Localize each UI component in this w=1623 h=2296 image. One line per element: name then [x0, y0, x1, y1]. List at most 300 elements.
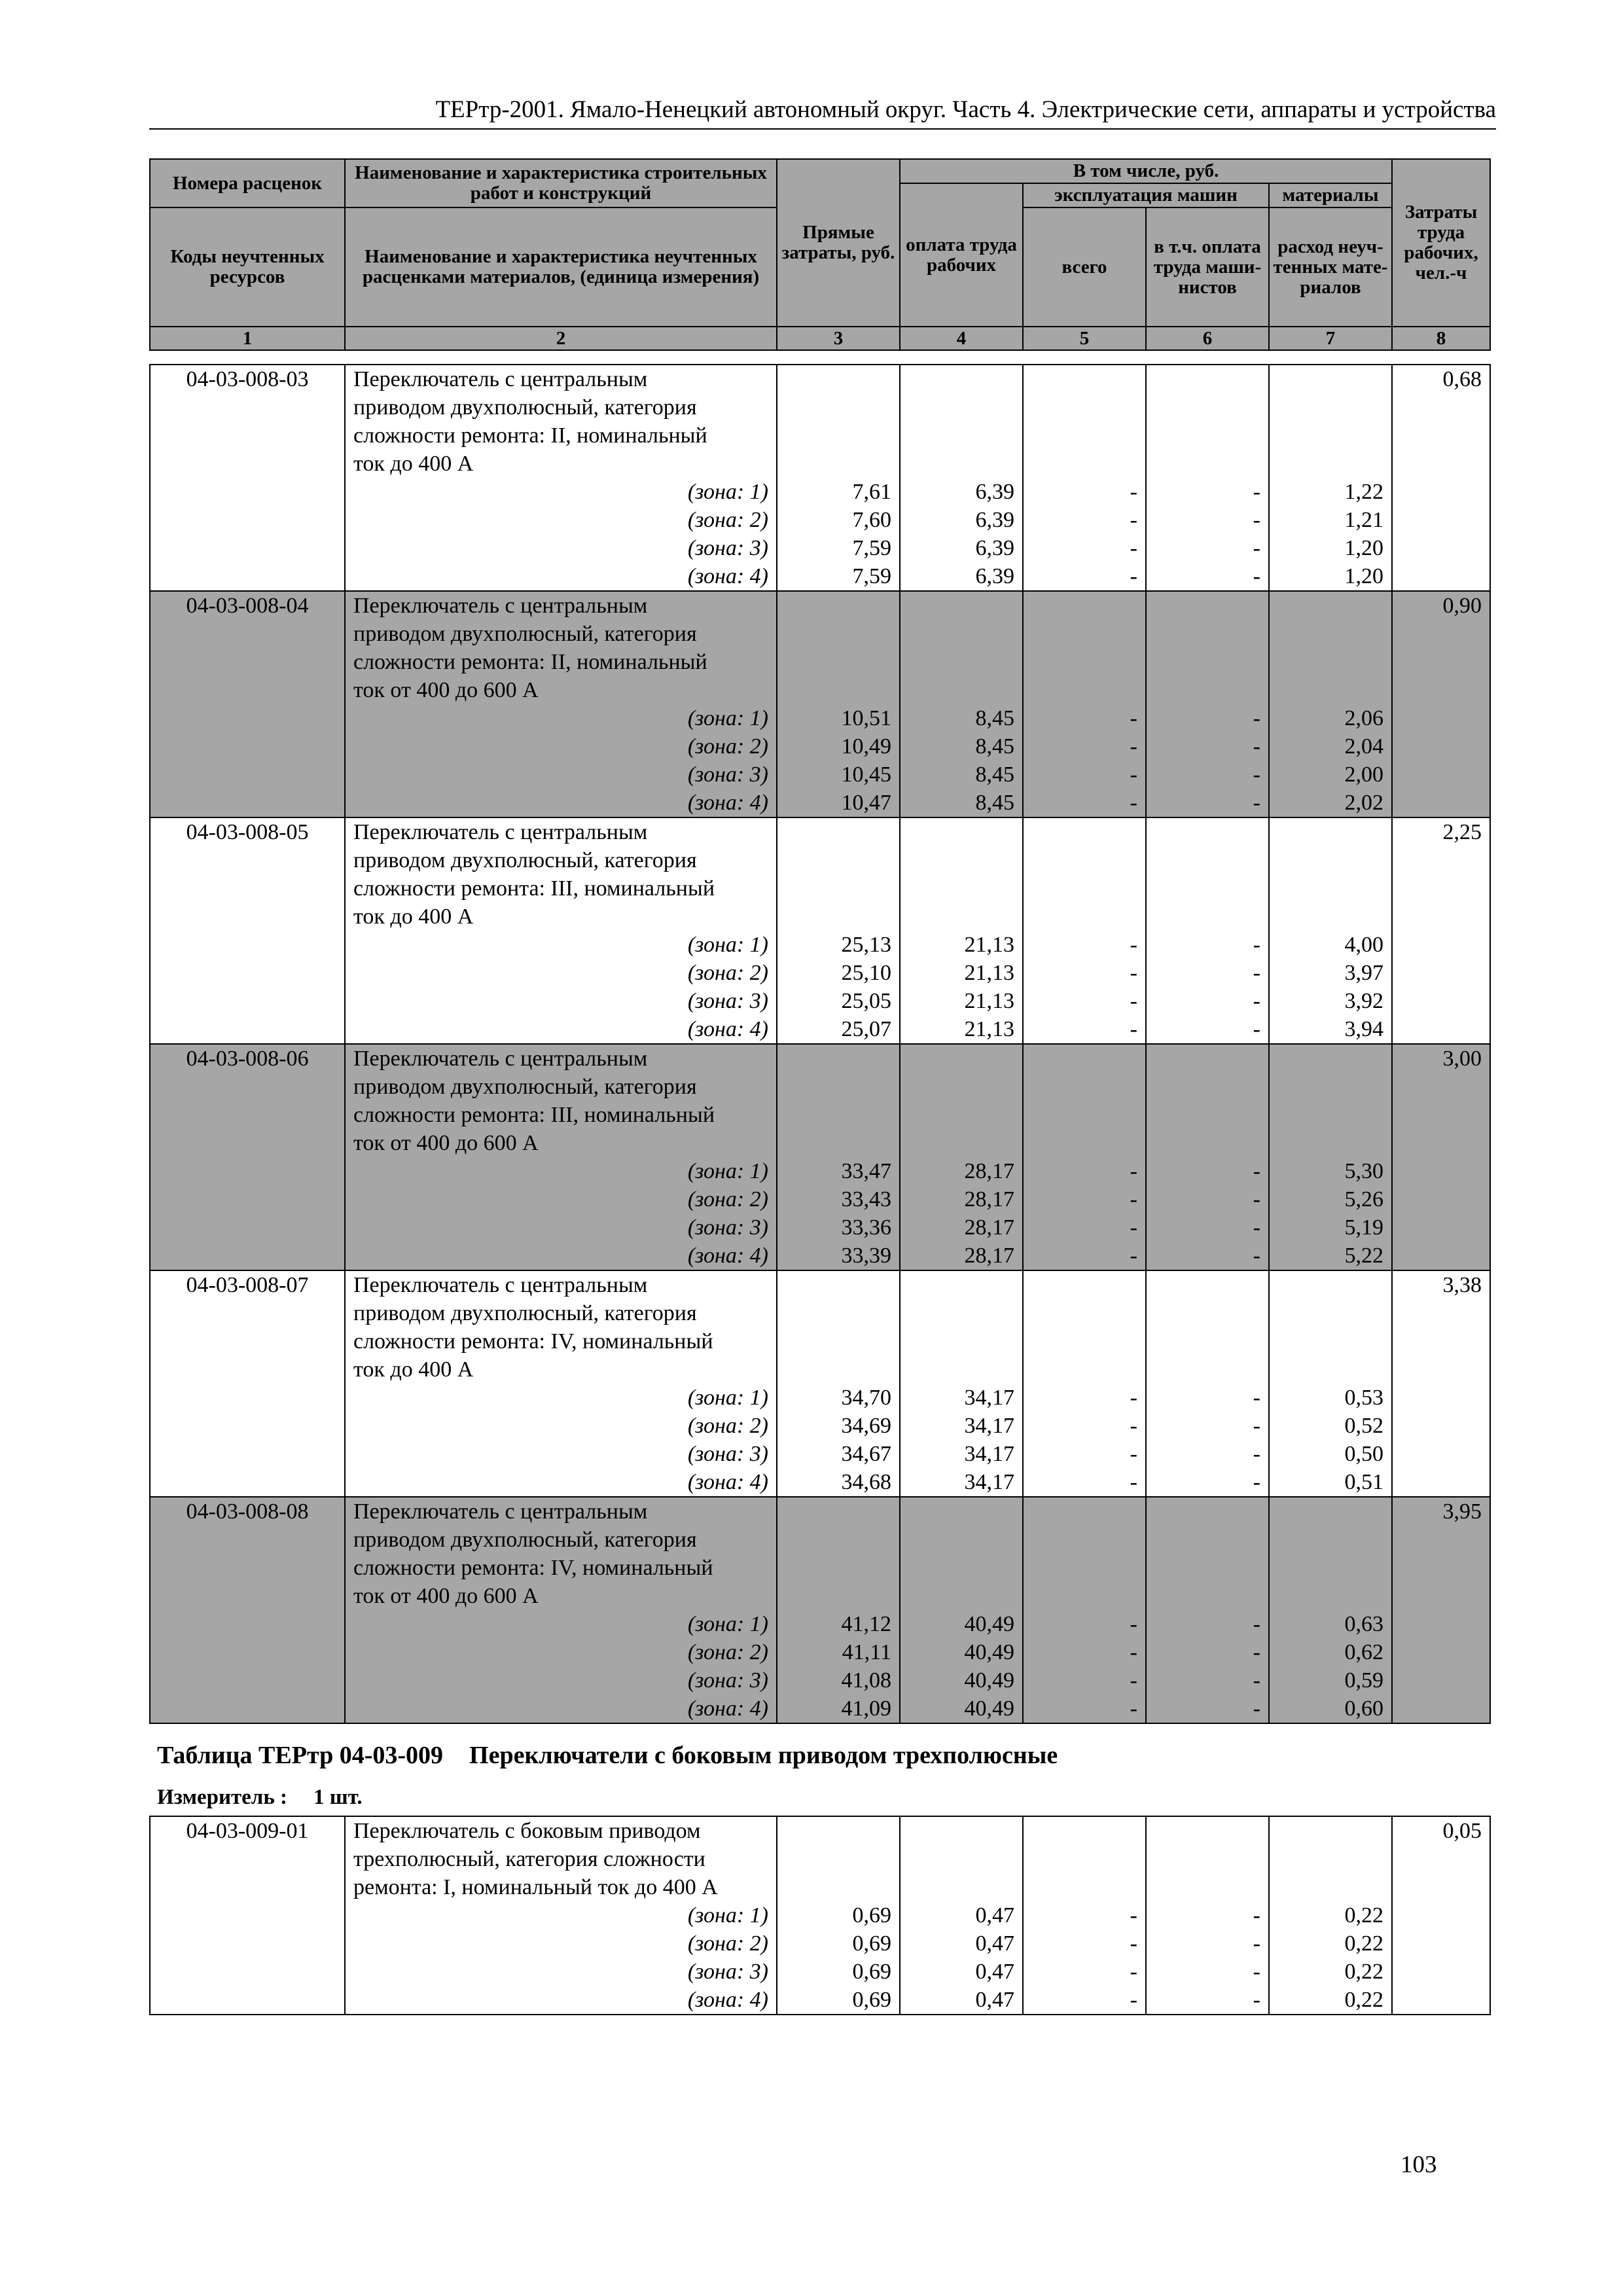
machinist-wage: -: [1146, 478, 1269, 506]
wage-cost: 40,49: [900, 1610, 1023, 1638]
empty-cell: [1392, 704, 1490, 732]
machines-cost: -: [1023, 1929, 1146, 1958]
header-resource-codes: Коды неучтенных ресурсов: [150, 207, 345, 327]
empty-cell: [150, 931, 345, 959]
empty-cell: [1146, 1129, 1269, 1157]
rate-description: приводом двухполюсный, категория: [345, 1299, 777, 1327]
empty-cell: [1146, 620, 1269, 648]
rate-description: Переключатель с центральным: [345, 1497, 777, 1526]
header-direct-costs: Прямые затраты, руб.: [777, 159, 900, 327]
table-caption-title: Переключатели с боковым приводом трехполюсные: [469, 1742, 1058, 1769]
empty-cell: [1392, 562, 1490, 591]
machines-cost: -: [1023, 959, 1146, 987]
wage-cost: 8,45: [900, 761, 1023, 789]
header-wage: оплата труда рабочих: [900, 183, 1023, 327]
empty-cell: [777, 1554, 900, 1582]
rate-description-row: [150, 874, 1490, 903]
empty-cell: [900, 1129, 1023, 1157]
rate-description-row: [150, 1299, 1490, 1327]
empty-cell: [1023, 1270, 1146, 1299]
wage-cost: 40,49: [900, 1638, 1023, 1666]
labor-value: 3,95: [1392, 1497, 1490, 1526]
materials-cost: 2,06: [1269, 704, 1392, 732]
machines-cost: -: [1023, 562, 1146, 591]
labor-value: 0,05: [1392, 1816, 1490, 1845]
empty-cell: [777, 393, 900, 422]
col-num: 6: [1146, 327, 1269, 350]
materials-cost: 0,60: [1269, 1695, 1392, 1723]
empty-cell: [900, 1526, 1023, 1554]
empty-cell: [1146, 903, 1269, 931]
wage-cost: 28,17: [900, 1157, 1023, 1185]
direct-cost: 33,36: [777, 1213, 900, 1242]
empty-cell: [150, 450, 345, 478]
zone-row: [150, 1213, 1490, 1242]
machinist-wage: -: [1146, 931, 1269, 959]
rate-description-row: [150, 1497, 1490, 1526]
machines-cost: -: [1023, 1638, 1146, 1666]
zone-row: [150, 789, 1490, 817]
empty-cell: [1146, 450, 1269, 478]
zone-row: [150, 1695, 1490, 1723]
wage-cost: 6,39: [900, 562, 1023, 591]
wage-cost: 40,49: [900, 1695, 1023, 1723]
empty-cell: [777, 422, 900, 450]
materials-cost: 1,21: [1269, 506, 1392, 534]
machines-cost: -: [1023, 1901, 1146, 1929]
direct-cost: 25,05: [777, 987, 900, 1015]
empty-cell: [777, 1497, 900, 1526]
empty-cell: [1392, 1440, 1490, 1468]
zone-row: [150, 478, 1490, 506]
empty-cell: [150, 478, 345, 506]
wage-cost: 34,17: [900, 1384, 1023, 1412]
empty-cell: [1269, 450, 1392, 478]
materials-cost: 1,20: [1269, 534, 1392, 562]
wage-cost: 8,45: [900, 789, 1023, 817]
empty-cell: [1392, 1986, 1490, 2015]
materials-cost: 2,04: [1269, 732, 1392, 761]
col-num: 7: [1269, 327, 1392, 350]
empty-cell: [1146, 1582, 1269, 1610]
empty-cell: [1146, 1101, 1269, 1129]
empty-cell: [1146, 846, 1269, 874]
machinist-wage: -: [1146, 987, 1269, 1015]
empty-cell: [1392, 648, 1490, 676]
rate-code: 04-03-008-08: [150, 1497, 345, 1526]
rates-table: [149, 364, 1491, 1724]
machines-cost: -: [1023, 704, 1146, 732]
empty-cell: [900, 450, 1023, 478]
table-header: [149, 158, 1491, 351]
empty-cell: [1146, 1554, 1269, 1582]
empty-cell: [150, 761, 345, 789]
materials-cost: 5,26: [1269, 1185, 1392, 1213]
zone-label: (зона: 4): [345, 1695, 777, 1723]
empty-cell: [150, 704, 345, 732]
empty-cell: [900, 1582, 1023, 1610]
zone-row: [150, 1440, 1490, 1468]
empty-cell: [900, 1497, 1023, 1526]
empty-cell: [150, 1958, 345, 1986]
zone-label: (зона: 4): [345, 1242, 777, 1270]
empty-cell: [150, 393, 345, 422]
machinist-wage: -: [1146, 789, 1269, 817]
empty-cell: [777, 620, 900, 648]
rate-description: ток до 400 А: [345, 450, 777, 478]
empty-cell: [1146, 591, 1269, 620]
rate-description-row: [150, 393, 1490, 422]
col-num: 1: [150, 327, 345, 350]
zone-row: [150, 1157, 1490, 1185]
wage-cost: 21,13: [900, 1015, 1023, 1044]
empty-cell: [1269, 648, 1392, 676]
rate-description-row: [150, 1044, 1490, 1073]
materials-cost: 2,00: [1269, 761, 1392, 789]
zone-row: [150, 1610, 1490, 1638]
machines-cost: -: [1023, 987, 1146, 1015]
materials-cost: 0,22: [1269, 1929, 1392, 1958]
empty-cell: [1392, 1073, 1490, 1101]
empty-cell: [777, 1526, 900, 1554]
empty-cell: [1269, 1497, 1392, 1526]
empty-cell: [1269, 1845, 1392, 1873]
machines-cost: -: [1023, 1412, 1146, 1440]
machinist-wage: -: [1146, 1384, 1269, 1412]
empty-cell: [1392, 1929, 1490, 1958]
empty-cell: [150, 1610, 345, 1638]
materials-cost: 0,22: [1269, 1958, 1392, 1986]
header-including: В том числе, руб.: [900, 159, 1392, 183]
materials-cost: 5,19: [1269, 1213, 1392, 1242]
rate-description: трехполюсный, категория сложности: [345, 1845, 777, 1873]
rate-description-row: [150, 1073, 1490, 1101]
empty-cell: [900, 422, 1023, 450]
rate-description-row: [150, 1327, 1490, 1355]
machinist-wage: -: [1146, 562, 1269, 591]
empty-cell: [1023, 1526, 1146, 1554]
empty-cell: [1392, 1213, 1490, 1242]
empty-cell: [1392, 987, 1490, 1015]
zone-row: [150, 1929, 1490, 1958]
empty-cell: [1269, 846, 1392, 874]
materials-cost: 0,63: [1269, 1610, 1392, 1638]
empty-cell: [1269, 1270, 1392, 1299]
materials-cost: 4,00: [1269, 931, 1392, 959]
direct-cost: 7,60: [777, 506, 900, 534]
measure-line: [157, 1785, 363, 1810]
empty-cell: [777, 1816, 900, 1845]
machines-cost: -: [1023, 732, 1146, 761]
direct-cost: 0,69: [777, 1958, 900, 1986]
empty-cell: [1269, 1554, 1392, 1582]
zone-label: (зона: 3): [345, 761, 777, 789]
empty-cell: [1023, 903, 1146, 931]
direct-cost: 10,47: [777, 789, 900, 817]
direct-cost: 34,67: [777, 1440, 900, 1468]
empty-cell: [900, 1355, 1023, 1384]
empty-cell: [1392, 506, 1490, 534]
empty-cell: [1392, 1015, 1490, 1044]
rate-description: сложности ремонта: II, номинальный: [345, 422, 777, 450]
rate-description: приводом двухполюсный, категория: [345, 393, 777, 422]
wage-cost: 8,45: [900, 704, 1023, 732]
machines-cost: -: [1023, 1666, 1146, 1695]
empty-cell: [1146, 1299, 1269, 1327]
empty-cell: [1392, 620, 1490, 648]
zone-label: (зона: 4): [345, 562, 777, 591]
empty-cell: [1023, 1044, 1146, 1073]
empty-cell: [900, 1101, 1023, 1129]
zone-label: (зона: 1): [345, 1384, 777, 1412]
machines-cost: -: [1023, 1958, 1146, 1986]
empty-cell: [777, 1270, 900, 1299]
empty-cell: [1146, 393, 1269, 422]
machinist-wage: -: [1146, 1666, 1269, 1695]
empty-cell: [150, 620, 345, 648]
direct-cost: 0,69: [777, 1986, 900, 2015]
machines-cost: -: [1023, 1185, 1146, 1213]
zone-label: (зона: 2): [345, 959, 777, 987]
empty-cell: [1392, 393, 1490, 422]
rate-description: приводом двухполюсный, категория: [345, 1073, 777, 1101]
col-num: 8: [1392, 327, 1490, 350]
rate-description-row: [150, 817, 1490, 846]
wage-cost: 40,49: [900, 1666, 1023, 1695]
zone-label: (зона: 2): [345, 732, 777, 761]
empty-cell: [1392, 1412, 1490, 1440]
zone-label: (зона: 4): [345, 1015, 777, 1044]
direct-cost: 41,11: [777, 1638, 900, 1666]
zone-label: (зона: 1): [345, 931, 777, 959]
empty-cell: [1269, 903, 1392, 931]
empty-cell: [777, 903, 900, 931]
direct-cost: 41,08: [777, 1666, 900, 1695]
materials-cost: 0,62: [1269, 1638, 1392, 1666]
empty-cell: [1269, 393, 1392, 422]
rate-description: сложности ремонта: II, номинальный: [345, 648, 777, 676]
empty-cell: [900, 676, 1023, 704]
empty-cell: [1392, 1327, 1490, 1355]
empty-cell: [150, 1554, 345, 1582]
empty-cell: [150, 1213, 345, 1242]
empty-cell: [1269, 1582, 1392, 1610]
empty-cell: [150, 1412, 345, 1440]
empty-cell: [1269, 1327, 1392, 1355]
machines-cost: -: [1023, 1468, 1146, 1497]
empty-cell: [1269, 1044, 1392, 1073]
empty-cell: [1269, 874, 1392, 903]
col-num: 4: [900, 327, 1023, 350]
empty-cell: [1392, 1695, 1490, 1723]
machinist-wage: -: [1146, 534, 1269, 562]
empty-cell: [1023, 393, 1146, 422]
empty-cell: [1392, 789, 1490, 817]
empty-cell: [1146, 1327, 1269, 1355]
header-machines: эксплуатация машин: [1023, 183, 1269, 207]
empty-cell: [1392, 1554, 1490, 1582]
wage-cost: 21,13: [900, 931, 1023, 959]
zone-label: (зона: 3): [345, 1666, 777, 1695]
empty-cell: [1392, 1610, 1490, 1638]
rate-description-row: [150, 450, 1490, 478]
empty-cell: [1023, 620, 1146, 648]
empty-cell: [1023, 648, 1146, 676]
zone-label: (зона: 1): [345, 1610, 777, 1638]
empty-cell: [1146, 1355, 1269, 1384]
zone-label: (зона: 3): [345, 1213, 777, 1242]
empty-cell: [150, 676, 345, 704]
materials-cost: 0,59: [1269, 1666, 1392, 1695]
zone-label: (зона: 3): [345, 987, 777, 1015]
empty-cell: [1146, 1873, 1269, 1901]
machinist-wage: -: [1146, 1242, 1269, 1270]
empty-cell: [150, 1101, 345, 1129]
empty-cell: [150, 1129, 345, 1157]
empty-cell: [150, 1638, 345, 1666]
zone-row: [150, 732, 1490, 761]
rate-description-row: [150, 1101, 1490, 1129]
empty-cell: [150, 1242, 345, 1270]
header-resource-names: Наименование и характеристика неучтенных расценками материалов, (единица измерения): [345, 207, 777, 327]
wage-cost: 6,39: [900, 478, 1023, 506]
rate-description: Переключатель с центральным: [345, 1044, 777, 1073]
empty-cell: [1146, 1044, 1269, 1073]
machines-cost: -: [1023, 1015, 1146, 1044]
empty-cell: [1392, 1129, 1490, 1157]
empty-cell: [1269, 1073, 1392, 1101]
zone-row: [150, 1986, 1490, 2015]
machinist-wage: -: [1146, 959, 1269, 987]
empty-cell: [1392, 422, 1490, 450]
col-num: 2: [345, 327, 777, 350]
empty-cell: [150, 1355, 345, 1384]
empty-cell: [777, 1129, 900, 1157]
zone-label: (зона: 1): [345, 1901, 777, 1929]
direct-cost: 10,45: [777, 761, 900, 789]
empty-cell: [1023, 846, 1146, 874]
rate-description: ток от 400 до 600 А: [345, 676, 777, 704]
machinist-wage: -: [1146, 1412, 1269, 1440]
header-work-name: Наименование и характеристика строительных работ и конструкций: [345, 159, 777, 207]
empty-cell: [150, 959, 345, 987]
wage-cost: 0,47: [900, 1901, 1023, 1929]
col-num: 3: [777, 327, 900, 350]
machines-cost: -: [1023, 1157, 1146, 1185]
zone-row: [150, 1412, 1490, 1440]
machinist-wage: -: [1146, 732, 1269, 761]
rate-description-row: [150, 846, 1490, 874]
empty-cell: [777, 817, 900, 846]
empty-cell: [150, 1384, 345, 1412]
rate-description: ток до 400 А: [345, 1355, 777, 1384]
rate-code: 04-03-008-07: [150, 1270, 345, 1299]
zone-row: [150, 1185, 1490, 1213]
empty-cell: [1023, 1816, 1146, 1845]
table-caption: [157, 1741, 1058, 1770]
rate-description-row: [150, 676, 1490, 704]
direct-cost: 25,13: [777, 931, 900, 959]
empty-cell: [1269, 817, 1392, 846]
empty-cell: [150, 1299, 345, 1327]
machinist-wage: -: [1146, 1695, 1269, 1723]
empty-cell: [1392, 959, 1490, 987]
empty-cell: [150, 1986, 345, 2015]
empty-cell: [1392, 1901, 1490, 1929]
direct-cost: 33,43: [777, 1185, 900, 1213]
empty-cell: [150, 1468, 345, 1497]
empty-cell: [1392, 1873, 1490, 1901]
empty-cell: [777, 1355, 900, 1384]
empty-cell: [1269, 1873, 1392, 1901]
zone-row: [150, 959, 1490, 987]
machinist-wage: -: [1146, 1610, 1269, 1638]
machines-cost: -: [1023, 506, 1146, 534]
header-materials: материалы: [1269, 183, 1392, 207]
machinist-wage: -: [1146, 1901, 1269, 1929]
empty-cell: [1392, 1582, 1490, 1610]
rate-description-row: [150, 591, 1490, 620]
materials-cost: 0,22: [1269, 1986, 1392, 2015]
rate-description-row: [150, 422, 1490, 450]
machinist-wage: -: [1146, 506, 1269, 534]
rate-description-row: [150, 903, 1490, 931]
empty-cell: [1023, 1582, 1146, 1610]
empty-cell: [777, 1873, 900, 1901]
empty-cell: [1269, 365, 1392, 393]
empty-cell: [1392, 478, 1490, 506]
zone-row: [150, 1242, 1490, 1270]
empty-cell: [1392, 1468, 1490, 1497]
empty-cell: [1023, 874, 1146, 903]
direct-cost: 41,09: [777, 1695, 900, 1723]
empty-cell: [900, 1845, 1023, 1873]
empty-cell: [777, 1299, 900, 1327]
empty-cell: [1146, 1497, 1269, 1526]
empty-cell: [777, 591, 900, 620]
rate-description: Переключатель с центральным: [345, 817, 777, 846]
materials-cost: 2,02: [1269, 789, 1392, 817]
wage-cost: 28,17: [900, 1242, 1023, 1270]
zone-label: (зона: 1): [345, 478, 777, 506]
rate-description: приводом двухполюсный, категория: [345, 846, 777, 874]
zone-label: (зона: 2): [345, 1185, 777, 1213]
rate-description: сложности ремонта: III, номинальный: [345, 1101, 777, 1129]
rate-description-row: [150, 1873, 1490, 1901]
zone-label: (зона: 4): [345, 1468, 777, 1497]
empty-cell: [150, 1185, 345, 1213]
empty-cell: [150, 789, 345, 817]
empty-cell: [1023, 1299, 1146, 1327]
empty-cell: [1269, 1816, 1392, 1845]
empty-cell: [1146, 648, 1269, 676]
empty-cell: [1023, 422, 1146, 450]
direct-cost: 34,70: [777, 1384, 900, 1412]
wage-cost: 6,39: [900, 506, 1023, 534]
materials-cost: 1,20: [1269, 562, 1392, 591]
empty-cell: [1146, 1526, 1269, 1554]
table-caption-code: Таблица ТЕРтр 04-03-009: [157, 1742, 444, 1769]
rate-code: 04-03-008-03: [150, 365, 345, 393]
rate-description: сложности ремонта: IV, номинальный: [345, 1554, 777, 1582]
empty-cell: [1392, 903, 1490, 931]
zone-label: (зона: 2): [345, 506, 777, 534]
empty-cell: [777, 648, 900, 676]
rates-table-2: [149, 1816, 1491, 2015]
materials-cost: 5,30: [1269, 1157, 1392, 1185]
empty-cell: [1269, 1299, 1392, 1327]
rate-description-row: [150, 648, 1490, 676]
